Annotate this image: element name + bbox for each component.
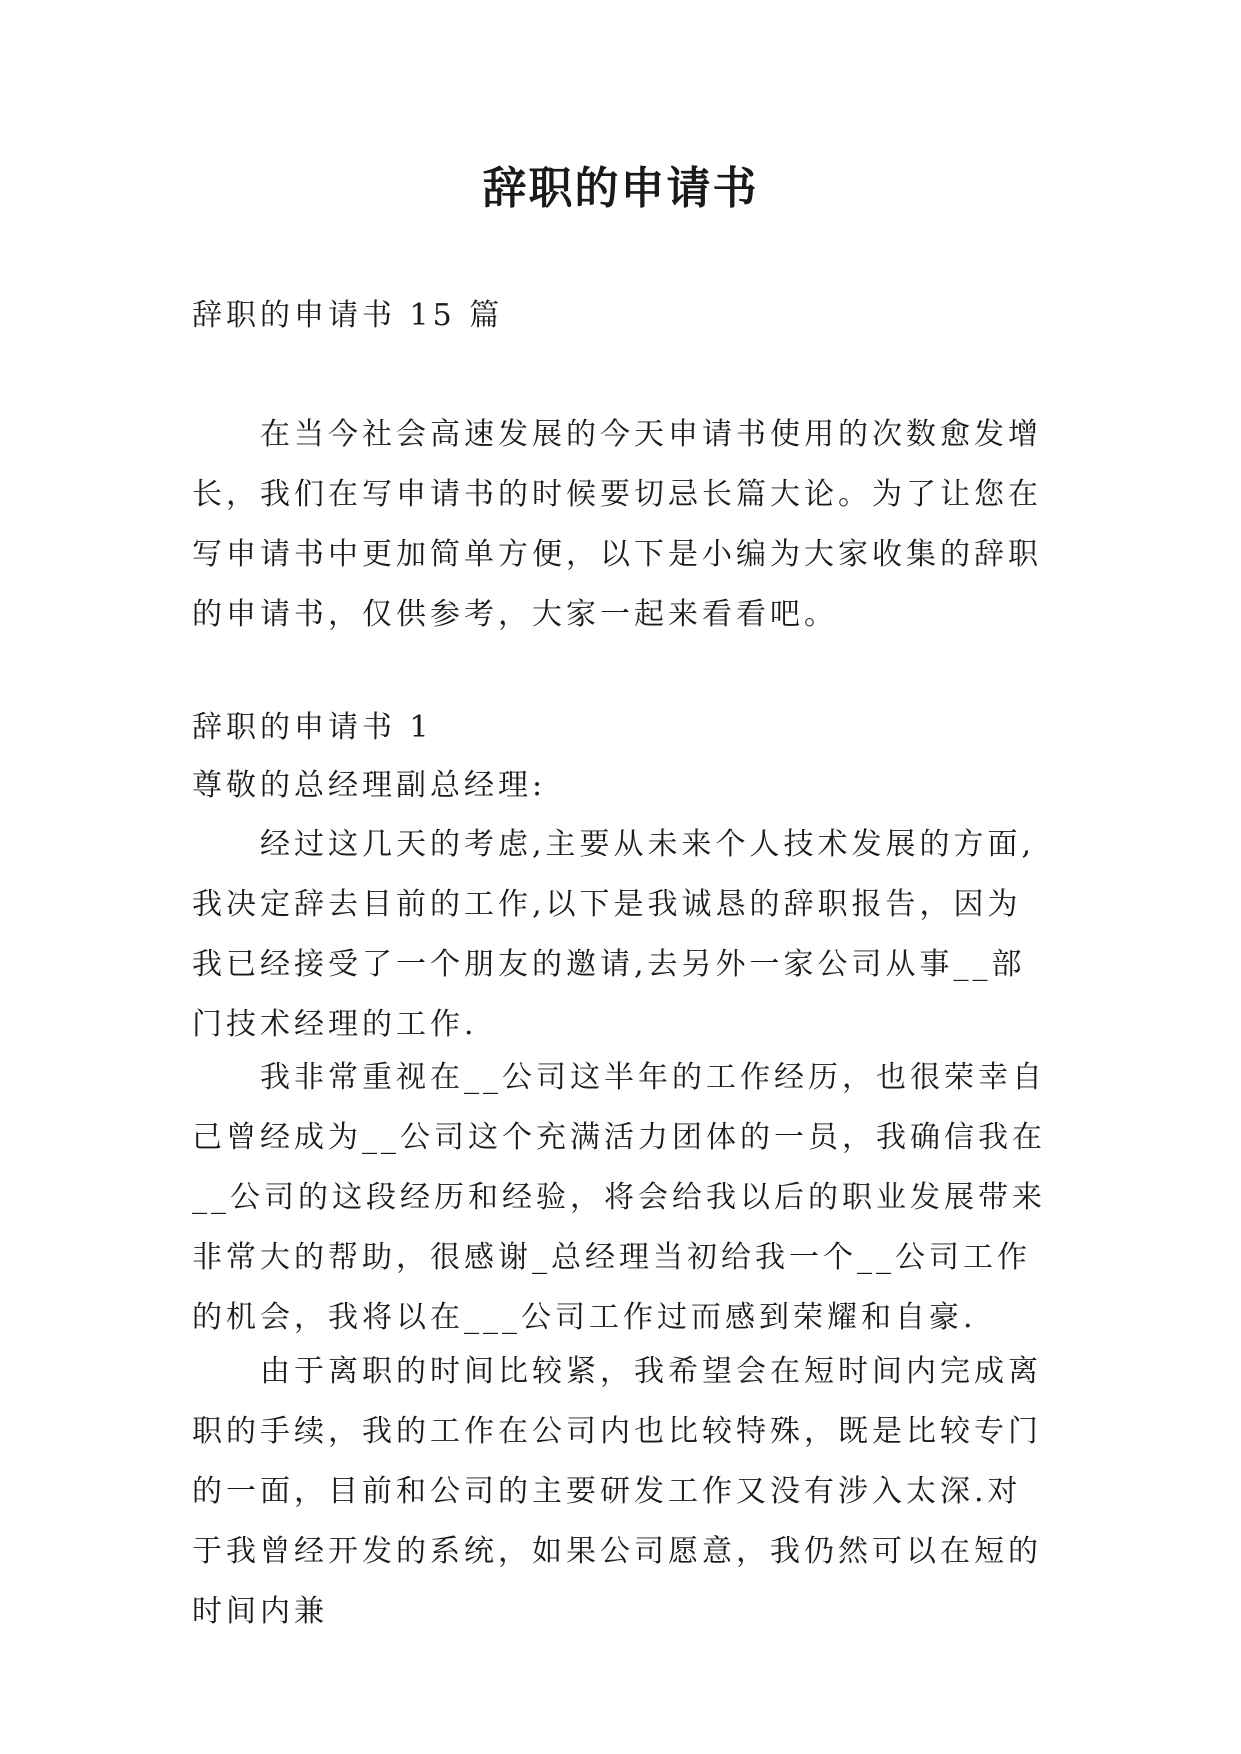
body-paragraph: 经过这几天的考虑,主要从未来个人技术发展的方面,我决定辞去目前的工作,以下是我诚恳的辞职报告，因为我已经接受了一个朋友的邀请,去另外一家公司从事__部门技术经理的工作.	[192, 827, 1036, 1042]
intro-paragraph: 在当今社会高速发展的今天申请书使用的次数愈发增长，我们在写申请书的时候要切忌长篇大论。为了让您在写申请书中更加简单方便，以下是小编为大家收集的辞职的申请书，仅供参考，大家一起来看看吧。	[192, 417, 1042, 632]
body-paragraph: 由于离职的时间比较紧，我希望会在短时间内完成离职的手续，我的工作在公司内也比较特殊，既是比较专门的一面，目前和公司的主要研发工作又没有涉入太深.对于我曾经开发的系统，如果公司愿意，我仍然可以在短的时间内兼	[192, 1354, 1042, 1629]
body-paragraph: 我非常重视在__公司这半年的工作经历，也很荣幸自己曾经成为__公司这个充满活力团体的一员，我确信我在__公司的这段经历和经验，将会给我以后的职业发展带来非常大的帮助，很感谢_总经理当初给我一个__公司工作的机会，我将以在___公司工作过而感到荣耀和自豪.	[192, 1060, 1046, 1335]
salutation: 尊敬的总经理副总经理:	[192, 768, 547, 803]
section-heading: 辞职的申请书 1	[192, 710, 433, 745]
document-subtitle: 辞职的申请书 15 篇	[192, 298, 504, 333]
document-title: 辞职的申请书	[482, 163, 759, 214]
